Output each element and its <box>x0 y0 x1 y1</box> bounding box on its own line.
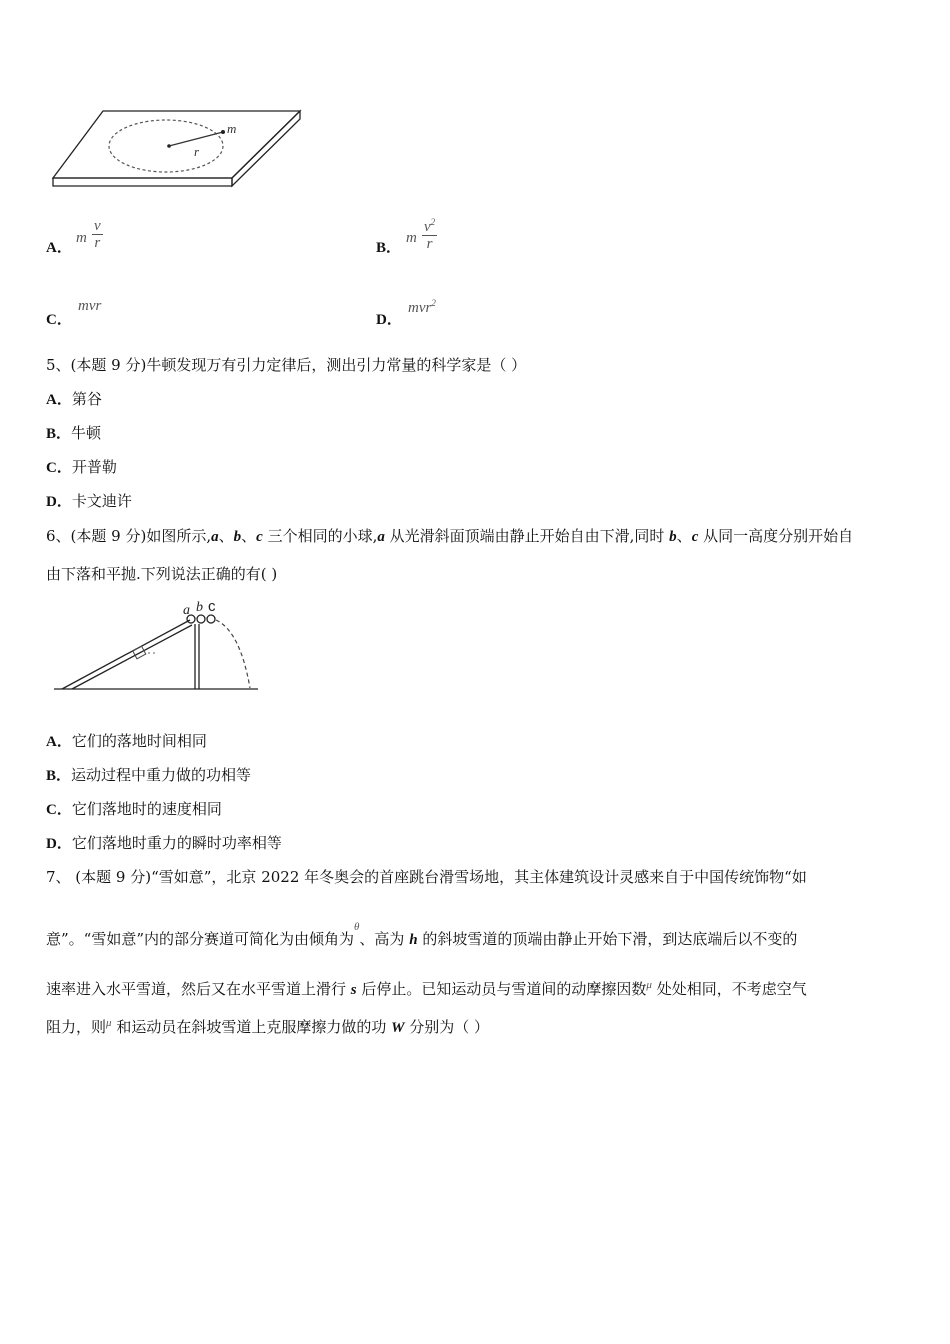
q7-text-part: 阻力，则 <box>46 1018 107 1036</box>
option-text: 卡文迪许 <box>71 492 132 510</box>
fig-label-a: a <box>183 603 190 618</box>
option-letter: B． <box>376 240 402 256</box>
q6-stem-line1 <box>46 525 853 546</box>
q7-text-part: 后停止。已知运动员与雪道间的动摩擦因数 <box>356 980 647 998</box>
var-b: b <box>233 529 242 545</box>
q6-sep: 、 <box>241 527 257 545</box>
q5-option-d[interactable] <box>46 490 132 511</box>
option-b-numerator: v <box>424 219 431 235</box>
theta-symbol: θ <box>354 921 360 933</box>
q7-text-part: 分别为（ ） <box>404 1018 489 1036</box>
option-letter: C． <box>46 802 72 818</box>
q7-line2 <box>46 921 798 949</box>
mass-label: m <box>227 121 237 136</box>
option-text: 开普勒 <box>71 458 117 476</box>
option-letter: B． <box>46 768 72 784</box>
option-b-exponent: 2 <box>430 217 436 227</box>
q7-text-part: 意”。“雪如意”内的部分赛道可简化为由倾角为 <box>46 930 355 948</box>
var-a: a <box>377 529 385 545</box>
option-text: 它们落地时重力的瞬时功率相等 <box>71 834 282 852</box>
q5-stem: 5、(本题 9 分)牛顿发现万有引力定律后，测出引力常量的科学家是（ ） <box>46 356 527 374</box>
option-letter: D． <box>46 494 72 510</box>
option-letter: A． <box>46 240 72 256</box>
mu-symbol: μ <box>106 1017 112 1029</box>
var-s: s <box>350 982 357 998</box>
q7-text-part: 和运动员在斜坡雪道上克服摩擦力做的功 <box>111 1018 392 1036</box>
fig-label-c: c <box>208 598 216 615</box>
q6-option-b[interactable] <box>46 764 251 785</box>
q7-text-part: 处处相同，不考虑空气 <box>651 980 807 998</box>
var-w: W <box>391 1020 405 1036</box>
option-text: 运动过程中重力做的功相等 <box>71 766 252 784</box>
option-letter: A． <box>46 734 72 750</box>
q6-stem-part: 从同一高度分别开始自 <box>698 527 854 545</box>
option-letter: C． <box>46 460 72 476</box>
option-d-exponent: 2 <box>431 298 436 308</box>
option-letter: B． <box>46 426 72 442</box>
q5-option-a[interactable] <box>46 388 102 409</box>
q5-option-b[interactable] <box>46 422 101 443</box>
option-letter: D． <box>46 836 72 852</box>
q6-option-d[interactable] <box>46 832 282 853</box>
option-a-denominator: r <box>94 235 101 251</box>
var-a: a <box>211 529 219 545</box>
option-letter: D． <box>376 312 402 328</box>
var-c: c <box>256 529 263 545</box>
option-letter: C． <box>46 312 72 328</box>
q6-sep: 、 <box>218 527 234 545</box>
incline-projectile-figure <box>50 596 265 696</box>
radius-label: r <box>194 144 200 159</box>
q6-stem-part: 6、(本题 9 分)如图所示, <box>46 527 212 545</box>
option-text: 它们落地时的速度相同 <box>71 800 222 818</box>
circular-motion-figure <box>48 105 308 193</box>
option-text: 牛顿 <box>71 424 102 442</box>
option-b-denominator: r <box>426 236 433 252</box>
q7-line4 <box>46 1016 489 1037</box>
q6-option-c[interactable] <box>46 798 222 819</box>
var-h: h <box>409 932 418 948</box>
option-b-m: m <box>406 230 417 246</box>
q6-option-a[interactable] <box>46 730 207 751</box>
fig-label-b: b <box>196 600 203 615</box>
mu-symbol: μ <box>646 979 652 991</box>
option-text: 第谷 <box>71 390 102 408</box>
option-a-m: m <box>76 230 87 246</box>
q6-stem-line2: 由下落和平抛.下列说法正确的有( ) <box>46 565 278 583</box>
q7-line1: 7、 (本题 9 分)“雪如意”，北京 2022 年冬奥会的首座跳台滑雪场地，其主体建筑设计灵感来自于中国传统饰物“如 <box>46 868 807 886</box>
var-b: b <box>669 529 677 545</box>
q7-text-part: 速率进入水平雪道，然后又在水平雪道上滑行 <box>46 980 351 998</box>
option-d-expr: mvr <box>408 300 432 316</box>
option-a-numerator: v <box>94 218 101 234</box>
var-c: c <box>691 529 699 545</box>
q7-text-part: 的斜坡雪道的顶端由静止开始下滑，到达底端后以不变的 <box>417 930 798 948</box>
option-text: 它们的落地时间相同 <box>71 732 207 750</box>
q6-stem-part: 三个相同的小球, <box>262 527 378 545</box>
q7-line3 <box>46 978 807 999</box>
q7-text-part: 、高为 <box>359 930 410 948</box>
option-c-expr: mvr <box>78 298 102 314</box>
option-letter: A． <box>46 392 72 408</box>
q5-option-c[interactable] <box>46 456 117 477</box>
q6-sep: 、 <box>676 527 692 545</box>
q6-stem-part: 从光滑斜面顶端由静止开始自由下滑,同时 <box>384 527 670 545</box>
